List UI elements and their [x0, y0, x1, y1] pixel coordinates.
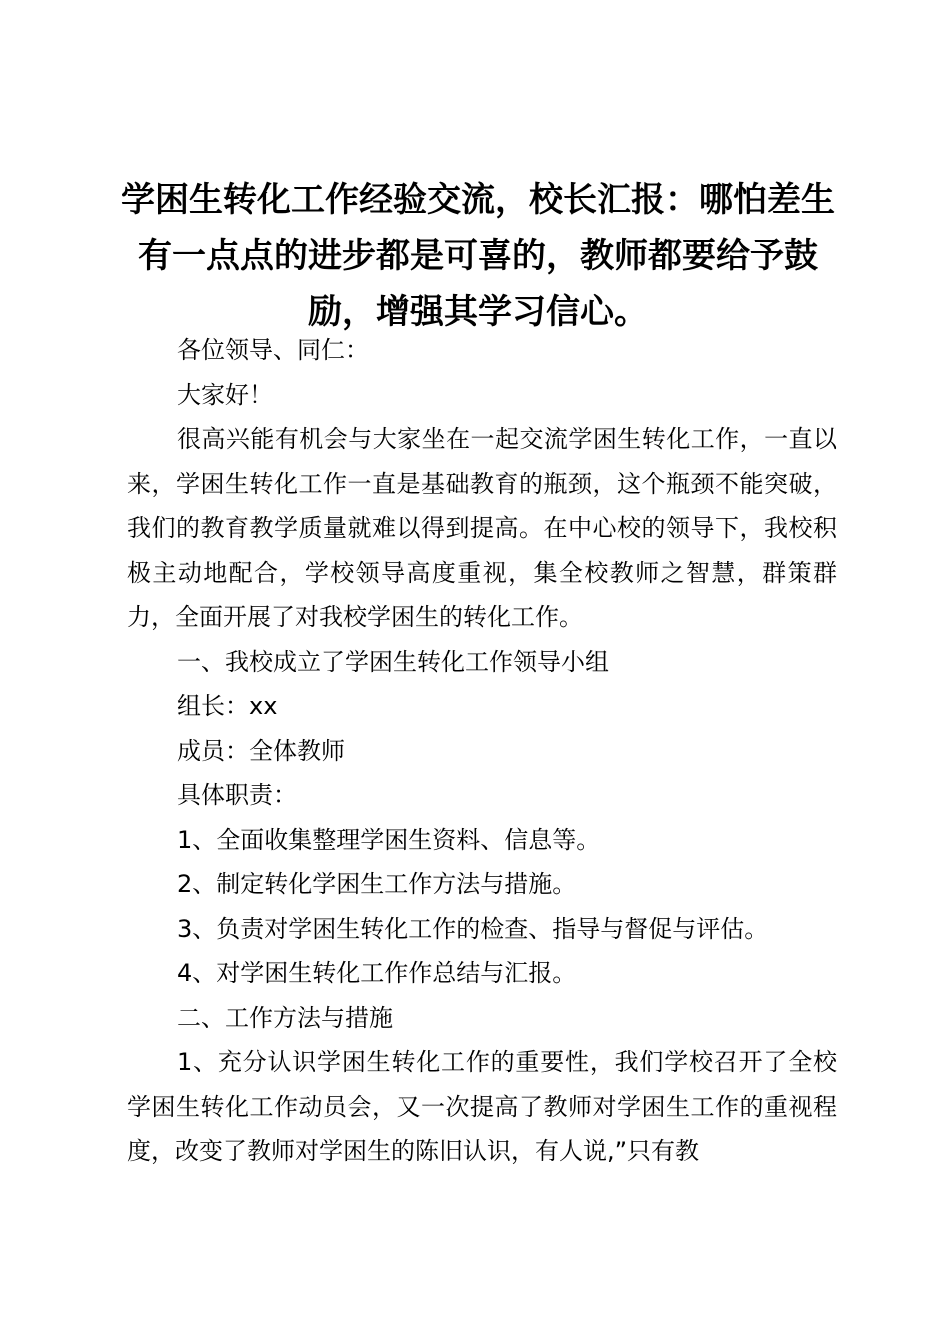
duty-item: 4、对学困生转化工作作总结与汇报。: [177, 959, 577, 987]
duty-item: 1、全面收集整理学困生资料、信息等。: [177, 825, 601, 854]
section-heading-methods: 二、工作方法与措施: [177, 1003, 393, 1032]
document-title: 学困生转化工作经验交流，校长汇报：哪怕差生有一点点的进步都是可喜的，教师都要给予鼓励，增强其学习信心。: [121, 180, 835, 332]
greeting: 大家好！: [177, 380, 273, 409]
group-leader: 组长：xx: [177, 692, 278, 720]
duty-item: 2、制定转化学困生工作方法与措施。: [177, 870, 577, 898]
salutation: 各位领导、同仁：: [177, 336, 369, 364]
intro-paragraph: 很高兴能有机会与大家坐在一起交流学困生转化工作，一直以来，学困生转化工作一直是基础教育的瓶颈，这个瓶颈不能突破，我们的教育教学质量就难以得到提高。在中心校的领导下，我校积极主动地配合，学校领导高度重视，集全校教师之智慧，群策群力，全面开展了对我校学困生的转化工作。: [127, 425, 837, 631]
document-body: [127, 328, 837, 1174]
measure-paragraph: 1、充分认识学困生转化工作的重要性，我们学校召开了全校学困生转化工作动员会，又一次提高了教师对学困生工作的重视程度，改变了教师对学困生的陈旧认识，有人说,”只有教: [127, 1048, 837, 1165]
duty-item: 3、负责对学困生转化工作的检查、指导与督促与评估。: [177, 914, 769, 943]
group-members: 成员：全体教师: [177, 736, 345, 765]
section-heading-leadership-group: 一、我校成立了学困生转化工作领导小组: [177, 647, 609, 676]
duties-heading: 具体职责：: [177, 781, 297, 809]
